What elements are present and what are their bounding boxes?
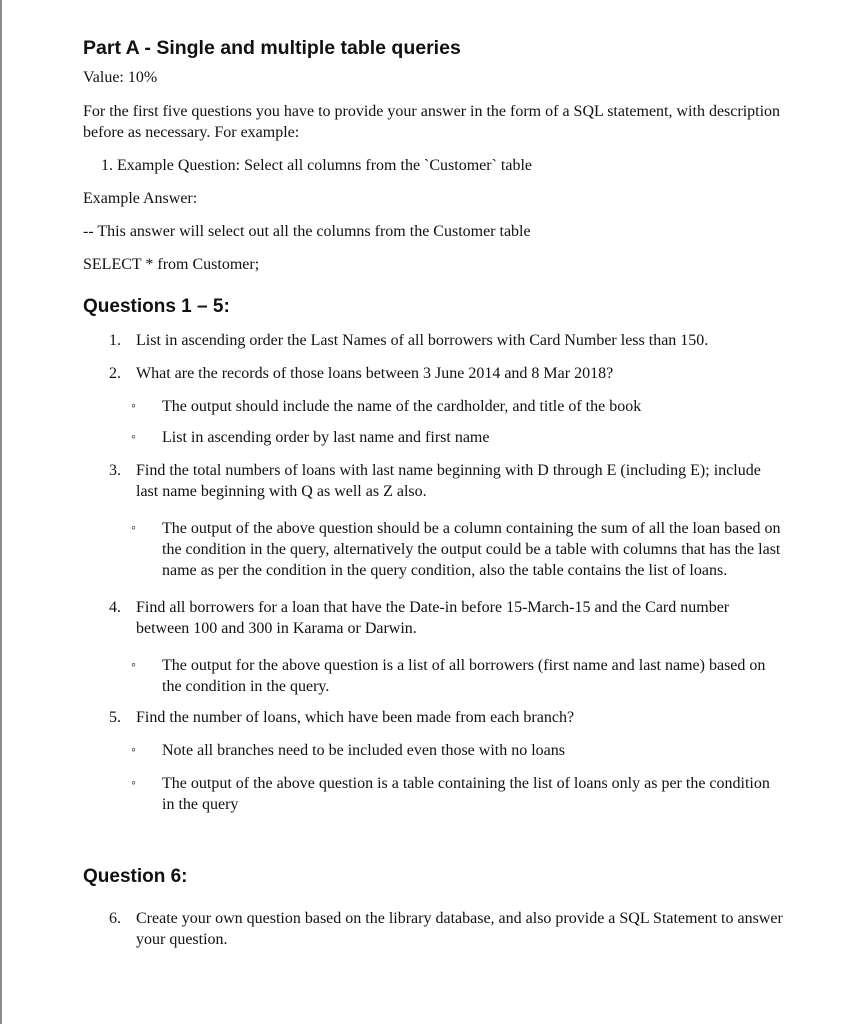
question-number: 6. xyxy=(109,910,121,927)
part-title: Part A - Single and multiple table queries xyxy=(83,37,461,59)
question-4 xyxy=(83,597,783,639)
bullet-text: The output should include the name of the cardholder, and title of the book xyxy=(162,398,642,415)
bullet-item xyxy=(83,655,783,697)
bullet-icon: ◦ xyxy=(131,399,136,414)
question-text: Find the number of loans, which have been made from each branch? xyxy=(136,709,575,726)
example-question: 1. Example Question: Select all columns from the `Customer` table xyxy=(101,157,533,174)
intro-paragraph: For the first five questions you have to provide your answer in the form of a SQL statement, with description before as necessary. For example: xyxy=(83,103,781,141)
bullet-item xyxy=(83,427,783,448)
question-number: 5. xyxy=(109,709,121,726)
bullet-icon: ◦ xyxy=(131,776,136,791)
question-text: Find all borrowers for a loan that have the Date-in before 15-March-15 and the Card number between 100 and 300 in Karama or Darwin. xyxy=(136,599,730,637)
bullet-icon: ◦ xyxy=(131,521,136,536)
example-comment: -- This answer will select out all the columns from the Customer table xyxy=(83,223,531,240)
value-line: Value: 10% xyxy=(83,69,158,86)
bullet-text: List in ascending order by last name and first name xyxy=(162,429,490,446)
bullet-text: The output of the above question is a table containing the list of loans only as per the condition in the query xyxy=(162,775,770,813)
page-edge-rule xyxy=(0,0,2,1024)
example-sql: SELECT * from Customer; xyxy=(83,256,260,273)
question-1 xyxy=(83,330,783,351)
question-text: What are the records of those loans between 3 June 2014 and 8 Mar 2018? xyxy=(136,365,614,382)
example-answer-label: Example Answer: xyxy=(83,190,198,207)
bullet-item xyxy=(83,740,783,761)
questions-heading: Questions 1 – 5: xyxy=(83,296,230,317)
bullet-text: The output for the above question is a list of all borrowers (first name and last name) based on the condition in the query. xyxy=(162,657,766,695)
bullet-icon: ◦ xyxy=(131,743,136,758)
question-number: 1. xyxy=(109,332,121,349)
bullet-item xyxy=(83,396,783,417)
bullet-text: Note all branches need to be included even those with no loans xyxy=(162,742,565,759)
bullet-item xyxy=(83,773,783,815)
bullet-item xyxy=(83,518,783,581)
bullet-icon: ◦ xyxy=(131,658,136,673)
question-2 xyxy=(83,363,783,384)
document-page xyxy=(83,36,783,950)
question-3 xyxy=(83,460,783,502)
question-6-heading: Question 6: xyxy=(83,866,188,887)
question-6 xyxy=(83,908,783,950)
question-number: 2. xyxy=(109,365,121,382)
question-text: Find the total numbers of loans with last name beginning with D through E (including E); include last name beginning with Q as well as Z also. xyxy=(136,462,761,500)
bullet-icon: ◦ xyxy=(131,430,136,445)
question-text: List in ascending order the Last Names of all borrowers with Card Number less than 150. xyxy=(136,332,709,349)
question-number: 4. xyxy=(109,599,121,616)
question-text: Create your own question based on the library database, and also provide a SQL Statement to answer your question. xyxy=(136,910,783,948)
bullet-text: The output of the above question should be a column containing the sum of all the loan based on the condition in the query, alternatively the output could be a table with columns that has the last name as per the condition in the query condition, also the table contains the list of loans. xyxy=(162,520,781,579)
question-5 xyxy=(83,707,783,728)
question-number: 3. xyxy=(109,462,121,479)
